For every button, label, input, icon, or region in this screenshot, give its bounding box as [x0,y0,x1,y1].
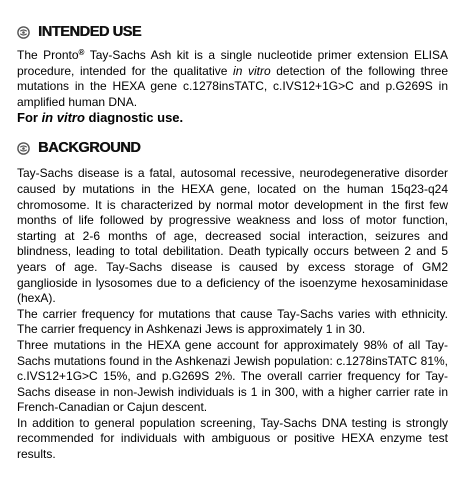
background-paragraph: Three mutations in the HEXA gene account for approximately 98% of all Tay-Sachs mutations found in the Ashkenazi Jewish population: c.1278insTATC 81%, c.IVS12+1G>C 15%, and p.G269S 2%. The overall carrier frequency for Tay-Sachs disease in non-Jewish individuals is 1 in 300, with a higher carrier rate in French-Canadian or Cajun descent. [17,337,448,415]
background-paragraph: The carrier frequency for mutations that cause Tay-Sachs varies with ethnicity. The carrier frequency in Ashkenazi Jews is approximately 1 in 30. [17,306,448,337]
background-heading [17,138,448,158]
bullet-disc-icon [17,26,30,39]
background-paragraph: In addition to general population screening, Tay-Sachs DNA testing is strongly recommended for individuals with ambiguous or positive HEXA enzyme test results. [17,415,448,462]
diagnostic-use-note: For in vitro diagnostic use. [17,110,184,126]
section-title: BACKGROUND [38,140,141,157]
background-paragraph: Tay-Sachs disease is a fatal, autosomal recessive, neurodegenerative disorder caused by mutations in the HEXA gene, located on the human 15q23-q24 chromosome. It is characterized by normal motor development in the first few months of life followed by progressive weakness and loss of motor function, starting at 2-6 months of age, decreased social interaction, seizures and blindness, leading to total debilitation. Death typically occurs between 2 and 5 years of age. Tay-Sachs disease is caused by excess storage of GM2 ganglioside in lysosomes due to a deficiency of the isoenzyme hexosaminidase (hexA). [17,166,448,306]
background-body [17,166,448,462]
intended-use-text: The Pronto® Tay-Sachs Ash kit is a single nucleotide primer extension ELISA procedure, intended for the qualitative in vitro detection of the following three mutations in the HEXA gene c.1278insTATC, c.IVS12+1G>C and p.G269S in amplified human DNA. [17,48,448,109]
intended-use-heading [17,22,448,42]
section-title: INTENDED USE [38,24,142,40]
bullet-disc-icon [17,142,30,155]
